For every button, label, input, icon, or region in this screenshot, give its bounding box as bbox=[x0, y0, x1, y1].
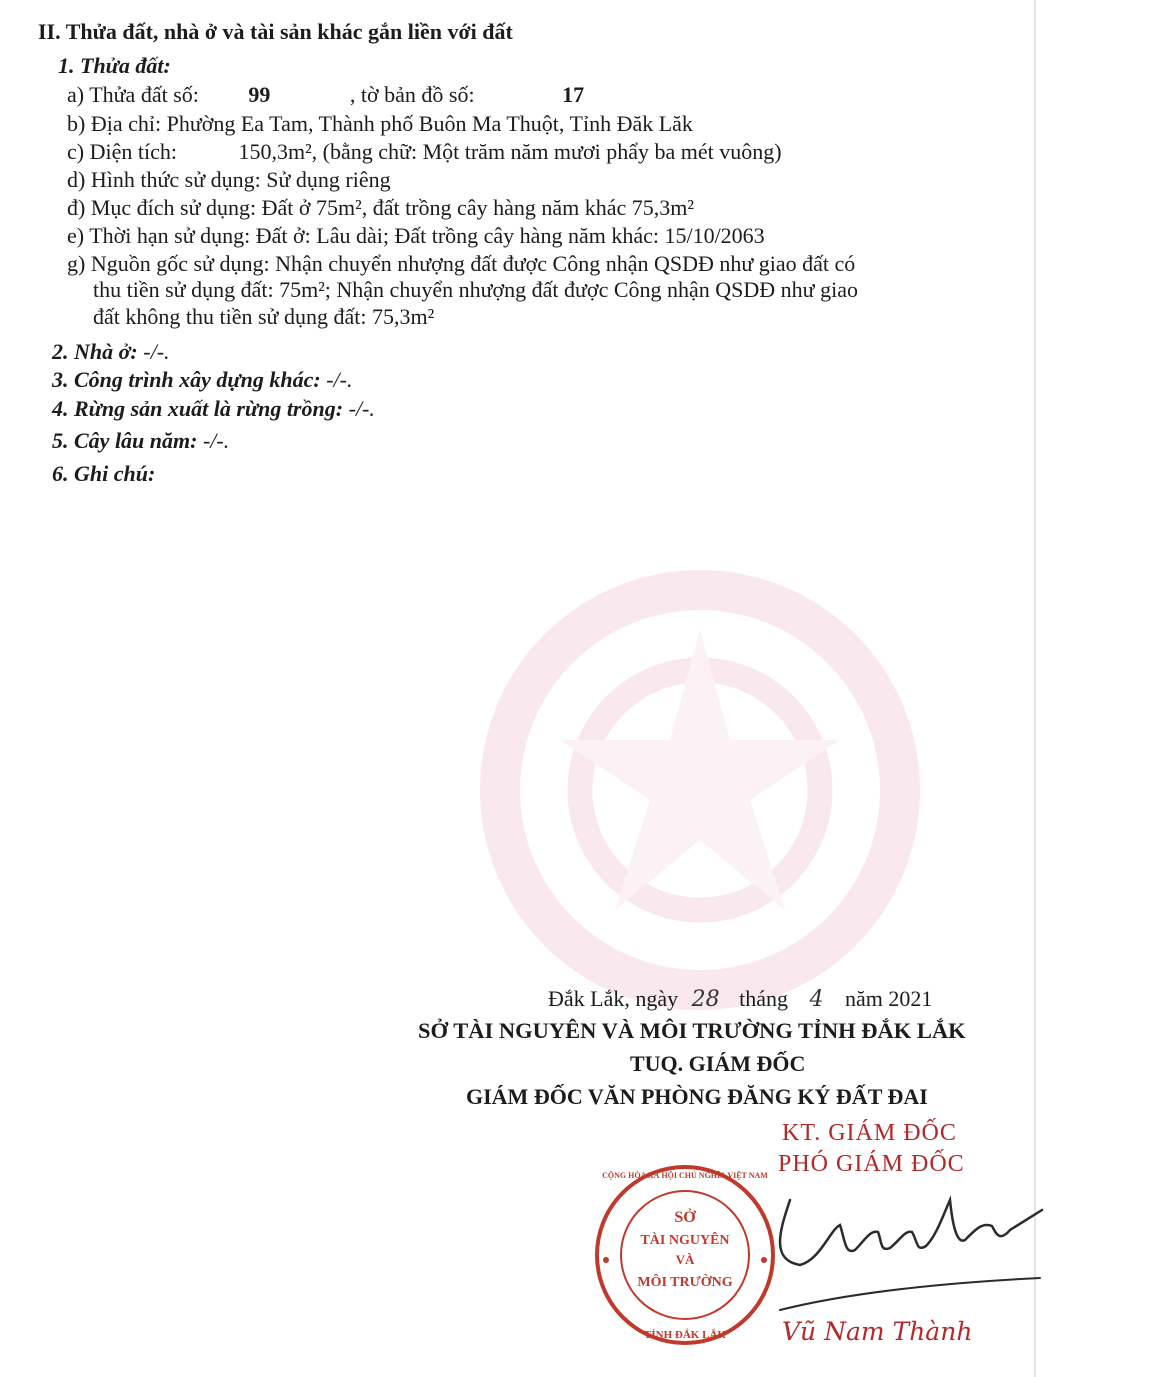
seal-line-3: VÀ bbox=[675, 1252, 695, 1267]
house-value: -/-. bbox=[143, 339, 170, 364]
origin-line-2: thu tiền sử dụng đất: 75m²; Nhận chuyển nhượng đất được Công nhận QSDĐ như giao bbox=[93, 277, 858, 302]
parcel-number-value: 99 bbox=[248, 82, 271, 107]
date-month: 4 bbox=[809, 987, 824, 1012]
parcel-heading: 1. Thửa đất: bbox=[58, 53, 171, 78]
construction-line bbox=[52, 366, 352, 394]
area-label: c) Diện tích: bbox=[67, 139, 177, 164]
map-sheet-label: , tờ bản đồ số: bbox=[349, 82, 475, 107]
watermark-emblem bbox=[470, 540, 933, 1040]
place-date-line bbox=[548, 985, 932, 1014]
construction-value: -/-. bbox=[326, 367, 353, 392]
seal-line-2: TÀI NGUYÊN bbox=[640, 1233, 730, 1248]
perennial-label: 5. Cây lâu năm: bbox=[52, 428, 198, 453]
origin-line-3: đất không thu tiền sử dụng đất: 75,3m² bbox=[93, 304, 435, 329]
address-line: b) Địa chỉ: Phường Ea Tam, Thành phố Buôn Ma Thuột, Tỉnh Đăk Lăk bbox=[67, 111, 693, 136]
construction-label: 3. Công trình xây dựng khác: bbox=[52, 367, 321, 392]
forest-line bbox=[52, 395, 375, 423]
house-label: 2. Nhà ở: bbox=[52, 339, 138, 364]
forest-value: -/-. bbox=[348, 396, 375, 421]
area-line bbox=[67, 138, 782, 166]
seal-line-1: SỞ bbox=[674, 1209, 696, 1226]
seal-line-4: MÔI TRƯỜNG bbox=[637, 1275, 733, 1290]
kt-title: KT. GIÁM ĐỐC bbox=[782, 1120, 957, 1146]
perennial-value: -/-. bbox=[202, 428, 230, 453]
seal-ring: CỘNG HÒA XÃ HỘI CHỦ NGHĨA VIỆT NAM bbox=[602, 1171, 768, 1180]
month-label: tháng bbox=[739, 986, 789, 1011]
map-sheet-value: 17 bbox=[562, 82, 585, 107]
perennial-line bbox=[52, 427, 229, 455]
note-label: 6. Ghi chú: bbox=[52, 461, 156, 486]
official-seal-icon bbox=[590, 1160, 780, 1350]
origin-line-1: g) Nguồn gốc sử dụng: Nhận chuyển nhượng đất được Công nhận QSDĐ như giao đất có bbox=[67, 251, 856, 276]
office-director-title: GIÁM ĐỐC VĂN PHÒNG ĐĂNG KÝ ĐẤT ĐAI bbox=[466, 1084, 928, 1109]
section-title: II. Thửa đất, nhà ở và tài sản khác gắn liền với đất bbox=[38, 19, 513, 44]
parcel-number-line bbox=[67, 81, 584, 109]
signer-name: Vũ Nam Thành bbox=[782, 1317, 973, 1346]
parcel-number-label: a) Thửa đất số: bbox=[67, 82, 199, 107]
house-line bbox=[52, 338, 170, 366]
seal-bottom: TỈNH ĐẮK LẮK bbox=[644, 1329, 726, 1341]
area-value: 150,3m², (bằng chữ: Một trăm năm mươi phẩy ba mét vuông) bbox=[238, 139, 782, 164]
usage-term-line: e) Thời hạn sử dụng: Đất ở: Lâu dài; Đất trồng cây hàng năm khác: 15/10/2063 bbox=[67, 223, 765, 248]
usage-purpose-line: đ) Mục đích sử dụng: Đất ở 75m², đất trồng cây hàng năm khác 75,3m² bbox=[67, 195, 694, 220]
deputy-title: PHÓ GIÁM ĐỐC bbox=[778, 1151, 965, 1177]
place-date-prefix: Đắk Lắk, ngày bbox=[548, 986, 679, 1011]
year-label: năm 2021 bbox=[845, 986, 933, 1011]
forest-label: 4. Rừng sản xuất là rừng trồng: bbox=[52, 396, 344, 421]
tuq-title: TUQ. GIÁM ĐỐC bbox=[630, 1051, 806, 1076]
usage-form-line: d) Hình thức sử dụng: Sử dụng riêng bbox=[67, 167, 391, 192]
date-day: 28 bbox=[691, 987, 720, 1012]
department-name: SỞ TÀI NGUYÊN VÀ MÔI TRƯỜNG TỈNH ĐẮK LẮK bbox=[418, 1018, 966, 1043]
handwritten-signature-icon bbox=[760, 1170, 1060, 1320]
